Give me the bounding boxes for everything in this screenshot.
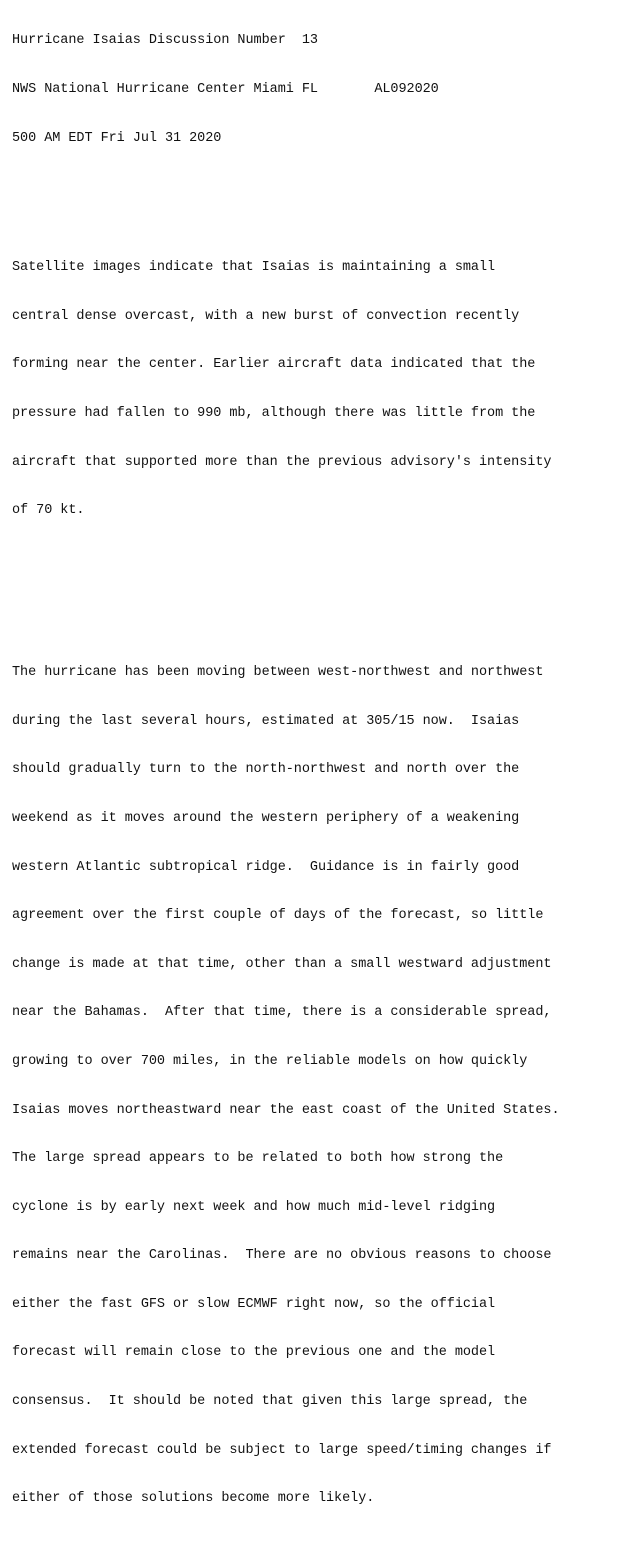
paragraph-line: near the Bahamas. After that time, there is a considerable spread, [12, 1005, 552, 1021]
header-line-issued [12, 131, 616, 147]
paragraph-line: forming near the center. Earlier aircraft data indicated that the [12, 357, 536, 373]
paragraph-line: central dense overcast, with a new burst of convection recently [12, 308, 520, 324]
paragraph-1 [12, 228, 616, 552]
paragraph-line: consensus. It should be noted that given this large spread, the [12, 1394, 528, 1410]
paragraph-line: either the fast GFS or slow ECMWF right now, so the official [12, 1296, 496, 1312]
paragraph-line: western Atlantic subtropical ridge. Guidance is in fairly good [12, 859, 520, 875]
paragraph-line: weekend as it moves around the western periphery of a weakening [12, 810, 520, 826]
paragraph-line: agreement over the first couple of days of the forecast, so little [12, 908, 544, 924]
paragraph-line: either of those solutions become more likely. [12, 1491, 375, 1507]
header-title: Hurricane Isaias Discussion Number 13 [12, 33, 318, 49]
header-office: NWS National Hurricane Center Miami FL [12, 82, 318, 97]
blank-line [12, 179, 616, 195]
header-storm-id: AL092020 [374, 82, 439, 97]
header-issued: 500 AM EDT Fri Jul 31 2020 [12, 130, 222, 146]
blank-line [12, 584, 616, 600]
paragraph-line: should gradually turn to the north-northwest and north over the [12, 762, 520, 778]
paragraph-line: during the last several hours, estimated at 305/15 now. Isaias [12, 713, 520, 729]
paragraph-line: remains near the Carolinas. There are no obvious reasons to choose [12, 1248, 552, 1264]
header-line-office [12, 82, 616, 98]
paragraph-line: growing to over 700 miles, in the reliable models on how quickly [12, 1053, 528, 1069]
paragraph-line: Satellite images indicate that Isaias is maintaining a small [12, 260, 496, 276]
paragraph-line: cyclone is by early next week and how much mid-level ridging [12, 1199, 496, 1215]
paragraph-line: Isaias moves northeastward near the east coast of the United States. [12, 1102, 560, 1118]
paragraph-line: The large spread appears to be related to both how strong the [12, 1151, 504, 1167]
paragraph-line: extended forecast could be subject to large speed/timing changes if [12, 1442, 552, 1458]
paragraph-line: aircraft that supported more than the previous advisory's intensity [12, 454, 552, 470]
paragraph-line: pressure had fallen to 990 mb, although there was little from the [12, 405, 536, 421]
paragraph-line: of 70 kt. [12, 503, 85, 519]
paragraph-line: forecast will remain close to the previous one and the model [12, 1345, 496, 1361]
header-line-title [12, 33, 616, 49]
paragraph-2 [12, 633, 616, 1540]
paragraph-line: change is made at that time, other than a small westward adjustment [12, 956, 552, 972]
discussion-document [12, 1, 616, 1556]
paragraph-line: The hurricane has been moving between west-northwest and northwest [12, 665, 544, 681]
